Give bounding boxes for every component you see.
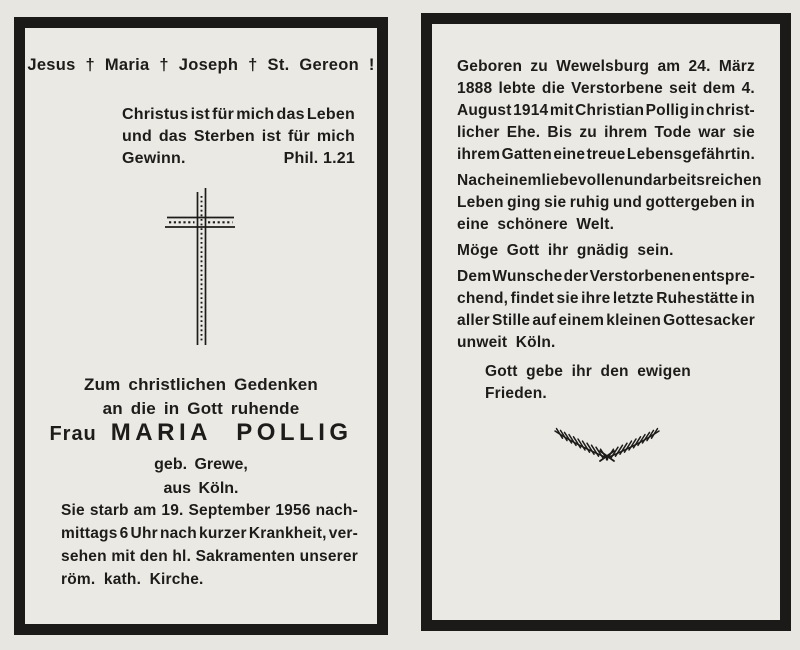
peace-line: Gott gebe ihr den ewigen Frieden. xyxy=(485,363,691,402)
memorial-card-right-page xyxy=(421,13,791,631)
mercy-line: Möge Gott ihr gnädig sein. xyxy=(457,242,674,259)
deceased-name: MARIA POLLIG xyxy=(110,419,353,446)
birth-name-line: geb. Grewe, xyxy=(154,456,248,473)
memorial-intro-line-2: an die in Gott ruhende xyxy=(102,398,300,418)
crossed-palm-fronds-icon xyxy=(542,416,672,464)
deceased-name-title: Frau xyxy=(49,423,97,445)
biography-paragraph: Geboren zu Wewelsburg am 24. März 1888 lebte die Verstorbene seit dem 4. August 1914 mit Christian Pollig in christ- licher Ehe. Bis zu ihrem Tode war sie ihrem Gatten eine treue Lebensgefährtin. xyxy=(457,58,755,163)
invocation-line: Jesus † Maria † Joseph † St. Gereon ! xyxy=(27,56,375,74)
memorial-intro xyxy=(25,373,377,420)
scripture-quote: Christus ist für mich das Leben und das Sterben ist für mich Gewinn. Phil. 1.21 xyxy=(122,106,355,167)
deceased-name-line xyxy=(25,417,377,452)
memorial-intro-line-1: Zum christlichen Gedenken xyxy=(84,375,318,394)
cross-icon xyxy=(161,186,241,350)
origin-line: aus Köln. xyxy=(163,480,239,497)
death-notice: Sie starb am 19. September 1956 nach- mittags 6 Uhr nach kurzer Krankheit, ver- sehen mit den hl. Sakramenten unserer röm. kath. Kirche. xyxy=(61,502,358,588)
farewell-paragraph: Nach einem liebevollen und arbeitsreichen Leben ging sie ruhig und gottergeben in eine schönere Welt. xyxy=(457,172,762,233)
burial-paragraph: Dem Wunsche der Verstorbenen entspre- chend, findet sie ihre letzte Ruhestätte in aller Stille auf einem kleinen Gottesacker unweit Köln. xyxy=(457,268,755,351)
biography-column xyxy=(457,56,762,405)
memorial-card-left-page xyxy=(14,17,388,635)
